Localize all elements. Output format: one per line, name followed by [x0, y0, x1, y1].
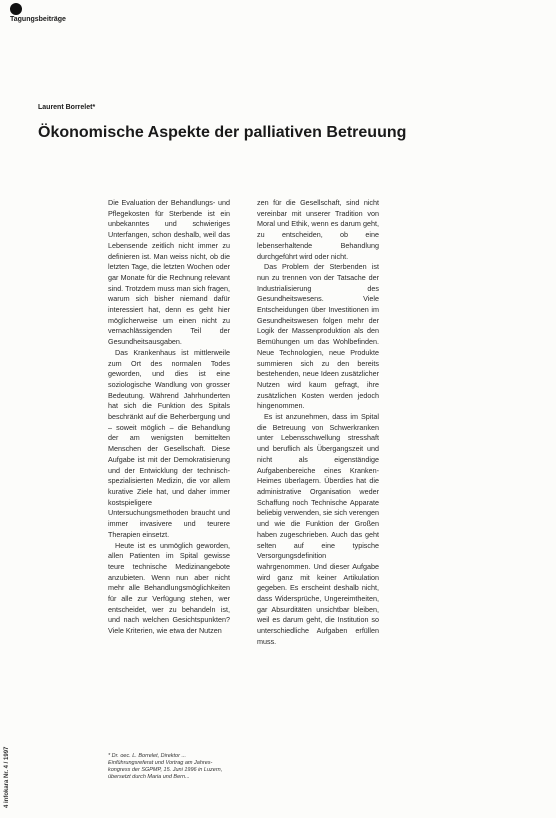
article-title: Ökonomische Aspekte der palliativen Betreuung: [38, 124, 407, 141]
paragraph: Die Evaluation der Behandlungs- und Pflegekosten für Sterbende ist ein unbekanntes und schwieriges Unterfangen, schon deshalb, weil das Lebensende zeitlich nicht immer zu definieren ist. Man weiss nicht, ob die letzten Tage, die letzten Wochen oder gar Monate für die Rechnung relevant sind. Trotzdem muss man sich fragen, warum sich bisher niemand dafür interessiert hat, denn es geht hier möglicherweise um einen nicht zu vernachlässigenden Teil der Gesundheitsausgaben.: [108, 198, 230, 347]
paragraph: Es ist anzunehmen, dass im Spital die Betreuung von Schwerkranken unter Lebensschwellung stresshaft und beruflich als Übergangszeit und nicht als eigenständige Aufgabenbereiche eines Kranken-Heimes überlagern. Überdies hat die administrative Organisation weder Schaffung noch Technische Apparate beliebig verwenden, sie sich verengen und wie die Funktion der Großen haben zugeschrieben. Auch das geht selten auf eine typische Versorgungsdefinition wahrgenommen. Und dieser Aufgabe wird ganz mit keiner Artikulation gegeben. Es erscheint deshalb nicht, dass Widersprüche, Ungereimtheiten, gar Absurditäten unsichtbar bleiben, weil es darum geht, die Institution so unterschiedliche Aufgaben erfüllen muss.: [257, 412, 379, 646]
footnote-line: übersetzt durch Maria und Bern...: [108, 774, 190, 780]
journal-sidebar-label: 4 infokara Nr. 4 / 1997: [4, 746, 10, 808]
text-column-2: [257, 198, 379, 648]
section-marker-dot: [10, 3, 22, 15]
article-author: Laurent Borrelet*: [38, 104, 96, 111]
footnote-line: Einführungsreferat und Vortrag am Jahres-: [108, 760, 213, 766]
paragraph: Das Krankenhaus ist mittlerweile zum Ort des normalen Todes geworden, und dies ist eine soziologische Wandlung von grosser Bedeutung. Während Jahrhunderten hat sich die Funktion des Spitals beschränkt auf die Beherbergung und – soweit möglich – die Behandlung der am wenigsten bemittelten Menschen der Gesellschaft. Diese Aufgabe ist mit der Demokratisierung und der Entwicklung der technisch-spezialisierten Medizin, die vor allem kurative Ziele hat, und daher immer kostspieligere Untersuchungsmethoden braucht und immer invasivere und teurere Therapien einsetzt.: [108, 347, 230, 539]
paragraph: Heute ist es unmöglich geworden, allen Patienten im Spital gewisse teure technische Medizinangebote anzubieten. Wenn nun aber nicht mehr alle Behandlungsmöglichkeiten für alle zur Verfügung stehen, wer entscheidet, wer zu behandeln ist, und nach welchen Gesichtspunkten? Viele Kriterien, wie etwa der Nutzen: [108, 540, 230, 636]
paragraph: Das Problem der Sterbenden ist nun zu trennen von der Tatsache der Industrialisierung des Gesundheitswesens. Viele Entscheidungen über Investitionen im Gesundheitswesen folgen mehr der Logik der Massenproduktion als den Bemühungen um das Wohlbefinden. Neue Technologien, neue Produkte summieren sich zu den bereits bestehenden, neue Ideen zusätzlicher Nutzen wird kaum gefragt, ihre zusätzlichen Kosten werden jedoch hingenommen.: [257, 262, 379, 411]
section-label: Tagungsbeiträge: [10, 16, 66, 23]
author-footnote: [108, 753, 258, 781]
paragraph: zen für die Gesellschaft, sind nicht vereinbar mit unserer Tradition von Moral und Ethik, wenn es darum geht, zu entscheiden, ob eine lebenserhaltende Behandlung durchgeführt wird oder nicht.: [257, 198, 379, 261]
footnote-line: * Dr. oec. L. Borrelet, Direktor ...: [108, 753, 187, 759]
footnote-line: kongress der SGPMP, 15. Juni 1996 in Luzern,: [108, 767, 223, 773]
text-column-1: [108, 198, 230, 637]
